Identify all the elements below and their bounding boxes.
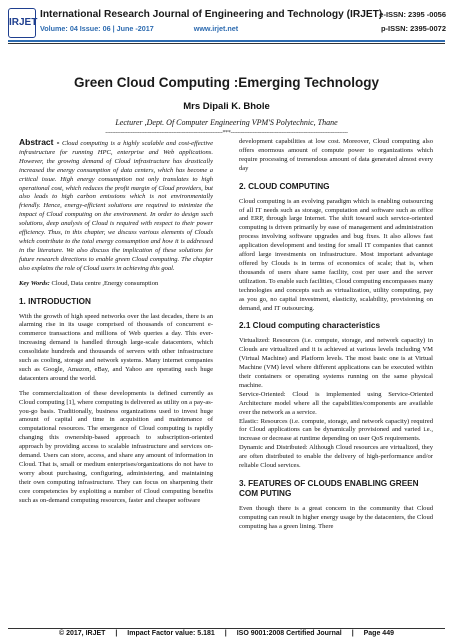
intro-continuation: development capabilities at low cost. Moreover, Cloud computing also offers enormous amount of compute power to organizations which require processing of tremendous amount of data generated almost every day <box>239 138 433 172</box>
volume-issue: Volume: 04 Issue: 06 | June -2017 <box>40 24 154 33</box>
left-column <box>19 138 213 512</box>
p-issn: p-ISSN: 2395-0072 <box>380 24 446 33</box>
abstract-text: Cloud computing is a highly scalable and cost-effective infrastructure for running HPC, enterprise and Web applications. However, the growing demand of Cloud infrastructure has drastically increased the energy consumption of data centers, which has become a critical issue. High energy consumption not only translates to high operational cost, which reduces the profit margin of Cloud providers, but also leads to high carbon emissions which is not environmentally friendly. Hence, energy-efficient solutions are required to minimize the impact of Cloud computing on the environment. In order to design such solutions, deep analysis of Cloud is required with respect to their power efficiency. Thus, in this chapter, we discuss various elements of Clouds which contribute to the total energy consumption and how it is addressed in the literature. We also discuss the implication of these solutions for future research directions to enable green Cloud computing. The chapter also explains the role of Cloud users in achieving this goal. <box>19 140 213 272</box>
intro-paragraph-1: With the growth of high speed networks over the last decades, there is an alarming rise in its usage comprised of thousands of concurrent e-commerce transactions and millions of Web queries a day. This ever-increasing demand is handled through large-scale datacenters, which consolidate hundreds and thousands of servers with other infrastructure such as cooling, storage and network systems. Many internet companies such as Google, Amazon, eBay, and Yahoo are operating such huge datacenters around the world. <box>19 312 213 382</box>
heading-introduction: 1. INTRODUCTION <box>19 296 91 306</box>
heading-cloud-computing: 2. CLOUD COMPUTING <box>239 181 330 191</box>
footer-divider: | <box>351 630 354 637</box>
irjet-logo: IRJET <box>8 8 36 38</box>
author-affiliation: Lecturer ,Dept. Of Computer Engineering VPM'S Polytechnic, Thane <box>115 118 338 127</box>
footer-page-number: Page 449 <box>363 630 394 637</box>
virtualized-paragraph: Virtualized: Resources (i.e. compute, storage, and network capacity) in Clouds are virtualized and it is achieved at various levels including VM (Virtual Machine) and Platform levels. The most basic one is at Virtual Machine (VM) level where different applications can be executed within their containers or operating systems running on the same physical machine. <box>239 337 433 389</box>
journal-volume-line <box>40 24 238 33</box>
features-paragraph: Even though there is a great concern in the community that Cloud computing can result in higher energy usage by the datacenters, the Cloud computing has a green lining. There <box>239 505 433 530</box>
journal-website[interactable]: www.irjet.net <box>193 24 239 33</box>
page-footer <box>0 630 453 637</box>
header-rule-dark <box>8 43 445 44</box>
section-separator: ---------------------------------------------------------------------***--------------------------------------------------------------------- <box>105 130 348 136</box>
footer-iso: ISO 9001:2008 Certified Journal <box>236 630 342 637</box>
elastic-paragraph: Elastic: Resources (i.e. compute, storage, and network capacity) required for Cloud applications can be dynamically provisioned and varied i.e., increase or decrease at runtime depending on user QoS requirements. <box>239 417 433 443</box>
paper-title: Green Cloud Computing :Emerging Technology <box>74 75 379 90</box>
heading-characteristics: 2.1 Cloud computing characteristics <box>239 321 381 331</box>
footer-divider: | <box>224 630 227 637</box>
paper-author: Mrs Dipali K. Bhole <box>183 101 270 112</box>
journal-name: International Research Journal of Engineering and Technology (IRJET) <box>40 9 383 20</box>
keywords <box>19 280 213 289</box>
cloud-computing-paragraph: Cloud computing is an evolving paradigm which is enabling outsourcing of all IT needs such as storage, computation and software such as office and ERP, through large Internet. The shift toward such service-oriented computing is driven primarily by ease of management and administration process involving software upgrades and bug fixes. It also allows fast application development and testing for small IT companies that cannot afford large investments on infrastructure. Most important advantage offered by Clouds is in terms of economics of scale; that is, when thousands of users share same facility, cost per user and the server utilization. To enable such facilities, Cloud computing encompasses many technologies and concepts such as virtualization, utility computing, pay as you go, no capital investment, elasticity, scalability, provisioning on demand, and IT outsourcing. <box>239 197 433 312</box>
keywords-label: Key Words: <box>19 279 50 287</box>
e-issn: e-ISSN: 2395 -0056 <box>379 10 446 19</box>
header-rule-blue <box>8 40 445 42</box>
footer-impact-factor: Impact Factor value: 5.181 <box>127 630 215 637</box>
intro-paragraph-2: The commercialization of these developments is defined currently as Cloud computing [1], where computing is delivered as utility on a pay-as-you-go basis. Traditionally, business organizations used to invest huge amount of capital and time in acquisition and maintenance of computational resources. The emergence of Cloud computing is rapidly changing this ownership-based approach to subscription-oriented approach by providing access to scalable infrastructure and services on-demand. Users can store, access, and share any amount of information in Cloud. That is, small or medium enterprises/organizations do not have to worry about purchasing, configuring, administering, and maintaining their own computing infrastructure. They can focus on sharpening their core competencies by exploiting a number of Cloud computing benefits such as on-demand computing resources, faster and cheaper software <box>19 389 213 504</box>
abstract <box>19 138 213 274</box>
keywords-text: Cloud, Data centre ,Energy consumption <box>51 279 159 287</box>
right-column <box>239 138 433 538</box>
footer-rule <box>8 628 445 629</box>
heading-features-green: 3. FEATURES OF CLOUDS ENABLING GREEN COM PUTING <box>239 479 419 498</box>
dynamic-distributed-paragraph: Dynamic and Distributed: Although Cloud resources are virtualized, they are often distributed to enable the delivery of high-performance and/or reliable Cloud services. <box>239 444 433 470</box>
footer-divider: | <box>115 630 118 637</box>
footer-copyright: © 2017, IRJET <box>59 630 106 637</box>
service-oriented-paragraph: Service-Oriented: Cloud is implemented using Service-Oriented Architecture model where all the capabilities/components are available over the network as a service. <box>239 390 433 416</box>
abstract-label: Abstract - <box>19 137 60 147</box>
